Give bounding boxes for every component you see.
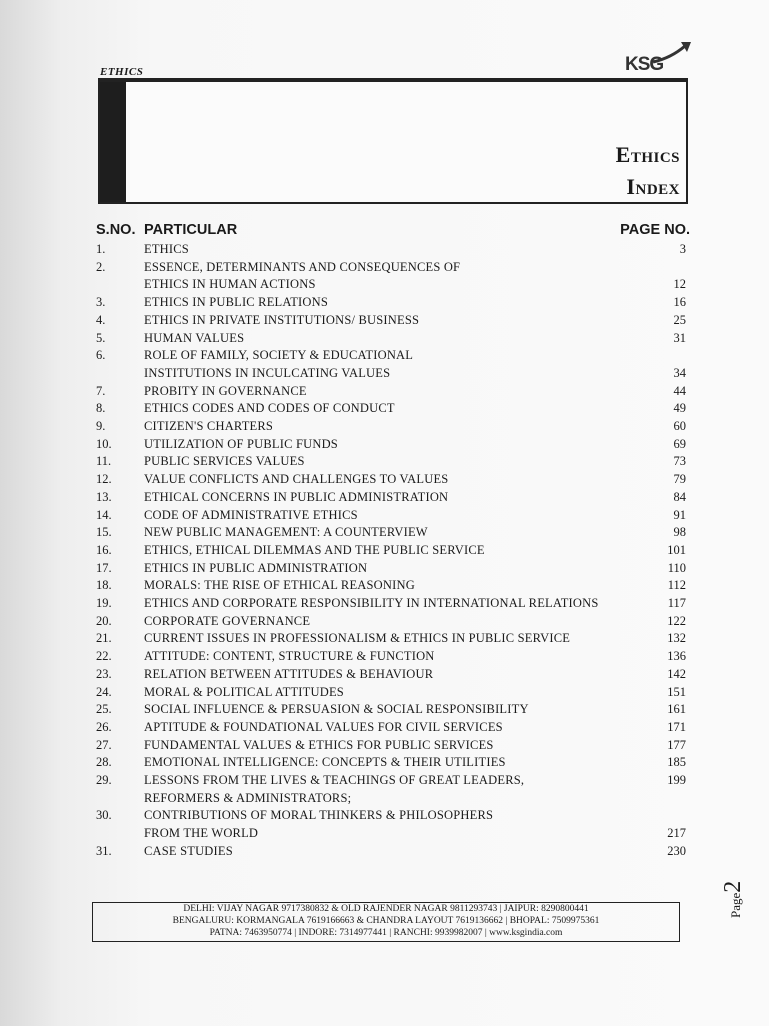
row-particular: CITIZEN'S CHARTERS xyxy=(144,419,274,433)
row-particular: EMOTIONAL INTELLIGENCE: CONCEPTS & THEIR UTILITIES xyxy=(144,755,506,770)
index-row xyxy=(96,772,690,789)
row-sno: 24. xyxy=(96,684,112,699)
row-particular: LESSONS FROM THE LIVES & TEACHINGS OF GREAT LEADERS, xyxy=(144,773,525,787)
row-page: 31 xyxy=(673,330,686,345)
row-page: 199 xyxy=(667,773,686,787)
row-particular: FROM THE WORLD xyxy=(144,826,259,841)
arrow-up-icon xyxy=(623,40,693,80)
index-row xyxy=(96,276,690,293)
row-sno: 2. xyxy=(96,259,106,274)
index-row xyxy=(96,259,690,276)
index-row xyxy=(96,489,690,506)
index-row xyxy=(96,241,690,258)
row-page: 230 xyxy=(667,843,686,858)
index-row xyxy=(96,843,690,860)
row-page: 185 xyxy=(667,755,686,770)
index-row xyxy=(96,613,690,630)
row-particular: RELATION BETWEEN ATTITUDES & BEHAVIOUR xyxy=(144,666,434,681)
row-page: 122 xyxy=(667,613,686,628)
row-sno: 12. xyxy=(96,472,112,487)
index-row xyxy=(96,825,690,842)
row-sno: 28. xyxy=(96,755,112,770)
row-sno: 23. xyxy=(96,666,112,681)
row-particular: CODE OF ADMINISTRATIVE ETHICS xyxy=(144,507,358,522)
row-particular: REFORMERS & ADMINISTRATORS; xyxy=(144,790,352,805)
row-sno: 3. xyxy=(96,295,106,310)
page-number xyxy=(720,881,747,918)
index-row xyxy=(96,560,690,577)
title-index: Index xyxy=(626,174,680,199)
row-particular: FUNDAMENTAL VALUES & ETHICS FOR PUBLIC SERVICES xyxy=(144,737,494,752)
logo-text: KSG xyxy=(625,54,664,75)
index-row xyxy=(96,542,690,559)
row-particular: MORALS: THE RISE OF ETHICAL REASONING xyxy=(144,578,415,593)
row-sno: 11. xyxy=(96,454,112,469)
row-sno: 25. xyxy=(96,702,112,717)
row-particular: ETHICS CODES AND CODES OF CONDUCT xyxy=(144,401,395,416)
row-particular: NEW PUBLIC MANAGEMENT: A COUNTERVIEW xyxy=(144,525,428,540)
index-row xyxy=(96,577,690,594)
row-page: 34 xyxy=(673,365,686,380)
index-row xyxy=(96,471,690,488)
section-label: ETHICS xyxy=(100,66,144,78)
row-sno: 1. xyxy=(96,242,106,256)
index-row xyxy=(96,436,690,453)
row-sno: 7. xyxy=(96,383,106,398)
row-page: 177 xyxy=(667,737,686,752)
index-row xyxy=(96,365,690,382)
row-sno: 5. xyxy=(96,330,106,345)
row-page: 16 xyxy=(673,295,686,310)
ksg-logo xyxy=(623,40,693,80)
row-page: 44 xyxy=(673,383,686,398)
row-sno: 29. xyxy=(96,773,112,787)
row-sno: 15. xyxy=(96,525,112,540)
row-sno: 13. xyxy=(96,489,112,504)
row-sno: 19. xyxy=(96,596,112,610)
row-particular: INSTITUTIONS IN INCULCATING VALUES xyxy=(144,365,391,380)
index-row xyxy=(96,294,690,311)
row-page: 171 xyxy=(667,719,686,734)
title-box xyxy=(98,80,688,204)
row-sno: 16. xyxy=(96,542,112,557)
row-page: 25 xyxy=(673,312,686,327)
row-particular: ETHICS, ETHICAL DILEMMAS AND THE PUBLIC SERVICE xyxy=(144,542,485,557)
index-row xyxy=(96,790,690,807)
footer-contacts xyxy=(92,902,680,942)
row-sno: 22. xyxy=(96,649,112,664)
index-row xyxy=(96,330,690,347)
row-page: 98 xyxy=(673,525,686,540)
row-sno: 14. xyxy=(96,507,112,522)
index-row xyxy=(96,418,690,435)
row-page: 3 xyxy=(679,242,686,256)
row-particular: ROLE OF FAMILY, SOCIETY & EDUCATIONAL xyxy=(144,348,414,363)
row-page: 142 xyxy=(667,666,686,681)
row-page: 49 xyxy=(673,401,686,416)
row-sno: 6. xyxy=(96,348,106,363)
index-row xyxy=(96,754,690,771)
index-row xyxy=(96,453,690,470)
row-page: 69 xyxy=(673,436,686,451)
index-row xyxy=(96,666,690,683)
row-particular: HUMAN VALUES xyxy=(144,330,245,345)
row-sno: 30. xyxy=(96,808,112,823)
index-row xyxy=(96,630,690,647)
row-particular: CONTRIBUTIONS OF MORAL THINKERS & PHILOSOPHERS xyxy=(144,808,494,823)
row-particular: ETHICS IN PUBLIC RELATIONS xyxy=(144,295,329,310)
row-particular: ETHICS xyxy=(144,242,189,256)
row-particular: VALUE CONFLICTS AND CHALLENGES TO VALUES xyxy=(144,472,449,487)
index-row xyxy=(96,807,690,824)
index-row xyxy=(96,648,690,665)
row-sno: 31. xyxy=(96,843,112,858)
row-particular: ETHICS IN PRIVATE INSTITUTIONS/ BUSINESS xyxy=(144,312,420,327)
row-particular: CASE STUDIES xyxy=(144,843,233,858)
title-ethics: Ethics xyxy=(615,142,680,167)
row-sno: 10. xyxy=(96,436,112,451)
row-sno: 18. xyxy=(96,578,112,593)
row-particular: PUBLIC SERVICES VALUES xyxy=(144,454,305,469)
row-particular: CORPORATE GOVERNANCE xyxy=(144,613,311,628)
index-row xyxy=(96,507,690,524)
row-particular: PROBITY IN GOVERNANCE xyxy=(144,383,307,398)
row-page: 217 xyxy=(667,826,686,841)
row-sno: 20. xyxy=(96,613,112,628)
row-sno: 9. xyxy=(96,419,106,433)
index-row xyxy=(96,719,690,736)
title-side-bar xyxy=(100,82,126,202)
footer-line-3: PATNA: 7463950774 | INDORE: 7314977441 | RANCHI: 9939982007 | www.ksgindia.com xyxy=(209,928,563,938)
row-particular: SOCIAL INFLUENCE & PERSUASION & SOCIAL RESPONSIBILITY xyxy=(144,702,529,717)
row-page: 79 xyxy=(673,472,686,487)
row-page: 91 xyxy=(673,507,686,522)
row-page: 132 xyxy=(667,631,686,646)
row-page: 110 xyxy=(667,560,686,575)
row-page: 161 xyxy=(667,702,686,717)
row-sno: 4. xyxy=(96,312,106,327)
row-page: 12 xyxy=(673,277,686,292)
row-page: 117 xyxy=(667,596,686,610)
index-row xyxy=(96,524,690,541)
row-particular: ESSENCE, DETERMINANTS AND CONSEQUENCES OF xyxy=(144,259,461,274)
index-row xyxy=(96,737,690,754)
page-word: Page xyxy=(728,892,743,918)
col-sno-header: S.NO. xyxy=(96,222,136,238)
row-page: 73 xyxy=(673,454,686,469)
row-particular: ETHICS IN PUBLIC ADMINISTRATION xyxy=(144,560,368,575)
row-particular: UTILIZATION OF PUBLIC FUNDS xyxy=(144,436,338,451)
row-sno: 21. xyxy=(96,631,112,646)
row-page: 101 xyxy=(667,542,686,557)
row-page: 151 xyxy=(667,684,686,699)
row-particular: ETHICS AND CORPORATE RESPONSIBILITY IN INTERNATIONAL RELATIONS xyxy=(144,596,599,610)
row-page: 136 xyxy=(667,649,686,664)
row-particular: MORAL & POLITICAL ATTITUDES xyxy=(144,684,344,699)
col-particular-header: PARTICULAR xyxy=(144,222,238,238)
index-row xyxy=(96,595,690,612)
row-sno: 27. xyxy=(96,737,112,752)
row-sno: 8. xyxy=(96,401,106,416)
row-particular: CURRENT ISSUES IN PROFESSIONALISM & ETHICS IN PUBLIC SERVICE xyxy=(144,631,571,646)
footer-line-1: DELHI: VIJAY NAGAR 9717380832 & OLD RAJENDER NAGAR 9811293743 | JAIPUR: 8290800441 xyxy=(183,904,589,914)
row-sno: 17. xyxy=(96,560,112,575)
footer-line-2: BENGALURU: KORMANGALA 7619166663 & CHANDRA LAYOUT 7619136662 | BHOPAL: 7509975361 xyxy=(172,916,600,926)
row-page: 60 xyxy=(673,419,686,433)
col-page-header: PAGE NO. xyxy=(620,222,690,238)
index-row xyxy=(96,400,690,417)
row-particular: ATTITUDE: CONTENT, STRUCTURE & FUNCTION xyxy=(144,649,435,664)
index-row xyxy=(96,383,690,400)
index-row xyxy=(96,347,690,364)
row-page: 84 xyxy=(673,489,686,504)
row-particular: ETHICAL CONCERNS IN PUBLIC ADMINISTRATION xyxy=(144,489,449,504)
row-particular: APTITUDE & FOUNDATIONAL VALUES FOR CIVIL SERVICES xyxy=(144,719,503,734)
index-row xyxy=(96,701,690,718)
page-digit: 2 xyxy=(720,880,746,893)
index-row xyxy=(96,312,690,329)
row-particular: ETHICS IN HUMAN ACTIONS xyxy=(144,277,316,292)
row-sno: 26. xyxy=(96,719,112,734)
row-page: 112 xyxy=(667,578,686,593)
index-row xyxy=(96,684,690,701)
